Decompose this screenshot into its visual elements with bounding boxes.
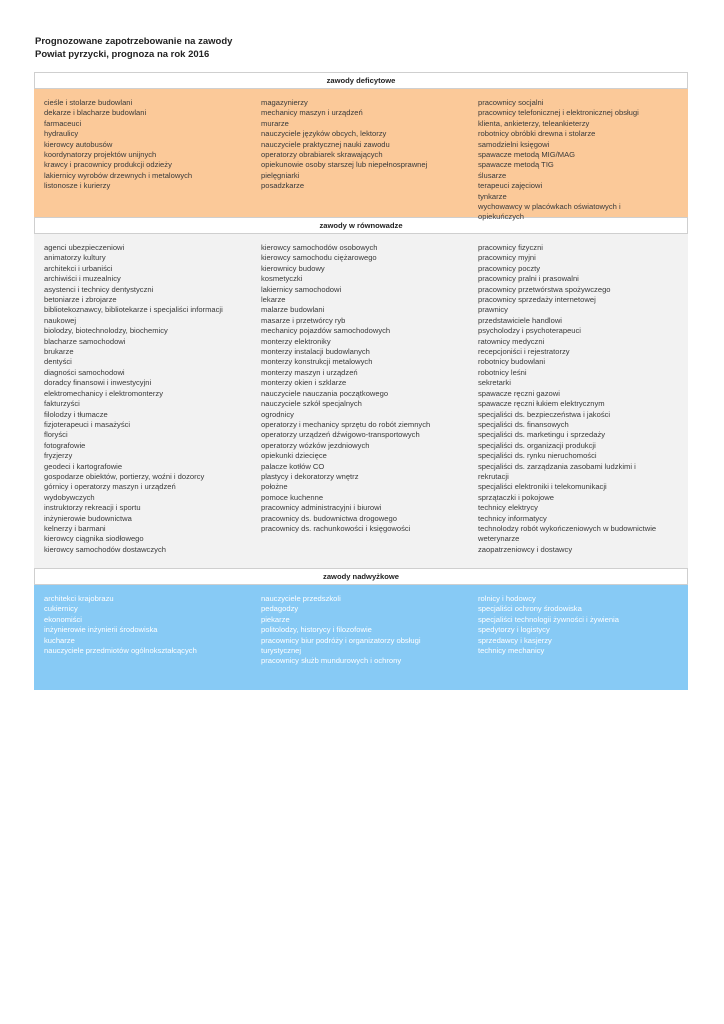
page-title: Prognozowane zapotrzebowanie na zawody bbox=[35, 36, 233, 47]
occupation-item: plastycy i dekoratorzy wnętrz bbox=[261, 471, 359, 481]
occupation-item: pracownicy ds. rachunkowości i księgowości bbox=[261, 523, 411, 533]
column bbox=[261, 594, 478, 682]
occupation-item: cukiernicy bbox=[44, 604, 78, 614]
occupation-item: kucharze bbox=[44, 635, 75, 645]
occupation-item: kierowcy ciągnika siodłowego bbox=[44, 534, 144, 544]
occupation-item: sprzedawcy i kasjerzy bbox=[478, 635, 552, 645]
occupation-item: pracownicy sprzedaży internetowej bbox=[478, 295, 596, 305]
occupation-item: agenci ubezpieczeniowi bbox=[44, 243, 125, 252]
occupation-item: przedstawiciele handlowi bbox=[478, 315, 562, 325]
occupation-item: terapeuci zajęciowi bbox=[478, 181, 543, 191]
occupation-item: inżynierowie inżynierii środowiska bbox=[44, 625, 158, 635]
occupation-item: biolodzy, biotechnolodzy, biochemicy bbox=[44, 326, 168, 336]
occupation-item: blacharze samochodowi bbox=[44, 336, 126, 346]
occupation-item: weterynarze bbox=[478, 534, 520, 544]
occupation-item: pracownicy telefonicznej i elektronicznej obsługi bbox=[478, 108, 639, 118]
occupation-item: sprzątaczki i pokojowe bbox=[478, 492, 554, 502]
occupation-item: kierowcy autobusów bbox=[44, 139, 113, 149]
occupation-item: samodzielni księgowi bbox=[478, 139, 550, 149]
occupation-item: robotnicy obróbki drewna i stolarze bbox=[478, 129, 596, 139]
occupation-item: monterzy okien i szklarze bbox=[261, 378, 347, 388]
occupation-item: lakiernicy wyrobów drzewnych i metalowych bbox=[44, 170, 193, 180]
occupation-item: ratownicy medyczni bbox=[478, 336, 545, 346]
page-subtitle: Powiat pyrzycki, prognoza na rok 2016 bbox=[35, 49, 210, 60]
occupation-item: koordynatorzy projektów unijnych bbox=[44, 150, 157, 160]
column bbox=[44, 243, 261, 560]
occupation-item: specjaliści ds. finansowych bbox=[478, 419, 569, 429]
occupation-item: mechanicy maszyn i urządzeń bbox=[261, 108, 363, 118]
occupation-item: klienta, ankieterzy, teleankieterzy bbox=[478, 118, 590, 128]
section-body-surplus bbox=[34, 585, 688, 690]
occupation-item: politolodzy, historycy i filozofowie bbox=[261, 625, 372, 635]
section-heading-surplus: zawody nadwyżkowe bbox=[34, 568, 688, 585]
occupation-item: monterzy konstrukcji metalowych bbox=[261, 357, 373, 367]
occupation-item: lekarze bbox=[261, 295, 286, 305]
occupation-item: spedytorzy i logistycy bbox=[478, 625, 550, 635]
occupation-item: specjaliści ds. organizacji produkcji bbox=[478, 440, 596, 450]
section-heading-balance: zawody w równowadze bbox=[34, 217, 688, 234]
occupation-item: diagności samochodowi bbox=[44, 367, 125, 377]
occupation-item: wychowawcy w placówkach oświatowych i bbox=[478, 202, 621, 212]
occupation-item: pomoce kuchenne bbox=[261, 492, 324, 502]
occupation-item: opiekunowie osoby starszej lub niepełnosprawnej bbox=[261, 160, 428, 170]
occupation-item: archiwiści i muzealnicy bbox=[44, 274, 121, 284]
column bbox=[44, 594, 261, 682]
occupation-item: prawnicy bbox=[478, 305, 508, 315]
occupation-item: magazynierzy bbox=[261, 98, 308, 107]
occupation-item: pracownicy ds. budownictwa drogowego bbox=[261, 513, 397, 523]
occupation-item: górnicy i operatorzy maszyn i urządzeń bbox=[44, 482, 176, 492]
occupation-item: pracownicy administracyjni i biurowi bbox=[261, 503, 382, 513]
occupation-item: ogrodnicy bbox=[261, 409, 294, 419]
occupation-item: palacze kotłów CO bbox=[261, 461, 325, 471]
occupation-item: pielęgniarki bbox=[261, 170, 300, 180]
occupation-item: masarze i przetwórcy ryb bbox=[261, 315, 346, 325]
occupation-item: opiekuńczych bbox=[478, 212, 525, 222]
occupation-item: piekarze bbox=[261, 614, 290, 624]
occupation-item: cieśle i stolarze budowlani bbox=[44, 98, 133, 107]
column bbox=[44, 98, 261, 209]
occupation-item: brukarze bbox=[44, 347, 74, 357]
occupation-item: nauczyciele przedszkoli bbox=[261, 594, 341, 603]
occupation-item: nauczyciele języków obcych, lektorzy bbox=[261, 129, 387, 139]
occupation-item: bibliotekoznawcy, bibliotekarze i specjaliści informacji bbox=[44, 305, 223, 315]
occupation-item: technicy mechanicy bbox=[478, 646, 545, 656]
column bbox=[478, 594, 678, 682]
document-header bbox=[35, 35, 232, 61]
occupation-item: kierowcy samochodów dostawczych bbox=[44, 544, 166, 554]
occupation-item: rolnicy i hodowcy bbox=[478, 594, 536, 603]
occupation-item: naukowej bbox=[44, 315, 77, 325]
occupation-item: pracownicy poczty bbox=[478, 263, 541, 273]
occupation-item: pracownicy fizyczni bbox=[478, 243, 543, 252]
occupation-item: wydobywczych bbox=[44, 492, 95, 502]
occupation-item: psycholodzy i psychoterapeuci bbox=[478, 326, 581, 336]
section-heading-deficit: zawody deficytowe bbox=[34, 72, 688, 89]
occupation-item: fotografowie bbox=[44, 440, 86, 450]
occupation-item: zaopatrzeniowcy i dostawcy bbox=[478, 544, 573, 554]
occupation-item: geodeci i kartografowie bbox=[44, 461, 123, 471]
occupation-item: technicy informatycy bbox=[478, 513, 547, 523]
occupation-item: architekci i urbaniści bbox=[44, 263, 113, 273]
occupation-item: pracownicy przetwórstwa spożywczego bbox=[478, 284, 611, 294]
occupation-item: dekarze i blacharze budowlani bbox=[44, 108, 147, 118]
occupation-item: położne bbox=[261, 482, 288, 492]
occupation-item: monterzy instalacji budowlanych bbox=[261, 347, 370, 357]
occupation-item: floryści bbox=[44, 430, 68, 440]
occupation-item: hydraulicy bbox=[44, 129, 79, 139]
occupation-item: nauczyciele przedmiotów ogólnokształcących bbox=[44, 646, 197, 656]
occupation-item: turystycznej bbox=[261, 646, 302, 656]
occupation-item: farmaceuci bbox=[44, 118, 82, 128]
occupation-item: pracownicy pralni i prasowalni bbox=[478, 274, 579, 284]
occupation-item: specjaliści ochrony środowiska bbox=[478, 604, 582, 614]
occupation-item: fryzjerzy bbox=[44, 451, 73, 461]
section-body-balance bbox=[34, 234, 688, 568]
occupation-item: kierownicy budowy bbox=[261, 263, 325, 273]
occupation-item: doradcy finansowi i inwestycyjni bbox=[44, 378, 152, 388]
occupation-item: gospodarze obiektów, portierzy, woźni i dozorcy bbox=[44, 471, 205, 481]
occupation-item: krawcy i pracownicy produkcji odzieży bbox=[44, 160, 172, 170]
occupation-item: spawacze ręczni łukiem elektrycznym bbox=[478, 399, 605, 409]
occupation-item: nauczyciele praktycznej nauki zawodu bbox=[261, 139, 390, 149]
occupation-item: ekonomiści bbox=[44, 614, 82, 624]
occupation-item: spawacze metodą MIG/MAG bbox=[478, 150, 576, 160]
occupation-item: kierowcy samochodów osobowych bbox=[261, 243, 378, 252]
occupation-item: recepcjoniści i rejestratorzy bbox=[478, 347, 570, 357]
occupation-item: murarze bbox=[261, 118, 289, 128]
occupation-item: mechanicy pojazdów samochodowych bbox=[261, 326, 391, 336]
occupation-item: ślusarze bbox=[478, 170, 507, 180]
occupation-item: specjaliści technologii żywności i żywienia bbox=[478, 614, 619, 624]
occupation-item: pracownicy socjalni bbox=[478, 98, 544, 107]
occupation-item: architekci krajobrazu bbox=[44, 594, 114, 603]
occupation-item: pedagodzy bbox=[261, 604, 299, 614]
occupation-item: pracownicy biur podróży i organizatorzy obsługi bbox=[261, 635, 421, 645]
occupation-item: kelnerzy i barmani bbox=[44, 523, 106, 533]
occupation-item: lakiernicy samochodowi bbox=[261, 284, 342, 294]
occupation-item: nauczyciele szkół specjalnych bbox=[261, 399, 362, 409]
occupation-item: animatorzy kultury bbox=[44, 253, 106, 263]
occupation-item: robotnicy budowlani bbox=[478, 357, 546, 367]
occupation-item: inżynierowie budownictwa bbox=[44, 513, 132, 523]
occupation-item: technicy elektrycy bbox=[478, 503, 538, 513]
column bbox=[261, 243, 478, 560]
occupation-item: rekrutacji bbox=[478, 471, 509, 481]
occupation-item: spawacze ręczni gazowi bbox=[478, 388, 560, 398]
section-body-deficit bbox=[34, 89, 688, 222]
occupation-item: malarze budowlani bbox=[261, 305, 325, 315]
column bbox=[261, 98, 478, 209]
occupation-item: sekretarki bbox=[478, 378, 511, 388]
occupation-item: monterzy maszyn i urządzeń bbox=[261, 367, 358, 377]
occupation-item: operatorzy urządzeń dźwigowo-transportowych bbox=[261, 430, 420, 440]
occupation-item: asystenci i technicy dentystyczni bbox=[44, 284, 154, 294]
occupation-item: filolodzy i tłumacze bbox=[44, 409, 108, 419]
occupation-item: specjaliści ds. rynku nieruchomości bbox=[478, 451, 597, 461]
occupation-item: fakturzyści bbox=[44, 399, 80, 409]
occupation-item: specjaliści ds. bezpieczeństwa i jakości bbox=[478, 409, 611, 419]
occupation-item: technolodzy robót wykończeniowych w budownictwie bbox=[478, 523, 657, 533]
occupation-item: kierowcy samochodu ciężarowego bbox=[261, 253, 377, 263]
occupation-item: operatorzy wózków jezdniowych bbox=[261, 440, 370, 450]
occupation-item: tynkarze bbox=[478, 191, 507, 201]
occupation-item: nauczyciele nauczania początkowego bbox=[261, 388, 389, 398]
occupation-item: opiekunki dziecięce bbox=[261, 451, 327, 461]
occupation-item: specjaliści elektroniki i telekomunikacji bbox=[478, 482, 607, 492]
occupation-item: listonosze i kurierzy bbox=[44, 181, 111, 191]
occupation-item: elektromechanicy i elektromonterzy bbox=[44, 388, 164, 398]
occupation-item: betoniarze i zbrojarze bbox=[44, 295, 117, 305]
column bbox=[478, 243, 678, 560]
occupation-item: posadzkarze bbox=[261, 181, 305, 191]
occupation-item: pracownicy myjni bbox=[478, 253, 536, 263]
occupation-item: spawacze metodą TIG bbox=[478, 160, 554, 170]
occupation-item: dentyści bbox=[44, 357, 72, 367]
occupation-item: monterzy elektroniky bbox=[261, 336, 331, 346]
occupation-item: operatorzy obrabiarek skrawających bbox=[261, 150, 383, 160]
occupation-item: instruktorzy rekreacji i sportu bbox=[44, 503, 141, 513]
occupation-item: specjaliści ds. zarządzania zasobami ludzkimi i bbox=[478, 461, 636, 471]
occupation-item: pracownicy służb mundurowych i ochrony bbox=[261, 656, 402, 666]
column bbox=[478, 98, 678, 222]
occupation-item: operatorzy i mechanicy sprzętu do robót ziemnych bbox=[261, 419, 431, 429]
occupations-table bbox=[34, 72, 688, 690]
occupation-item: kosmetyczki bbox=[261, 274, 303, 284]
occupation-item: robotnicy leśni bbox=[478, 367, 527, 377]
occupation-item: fizjoterapeuci i masażyści bbox=[44, 419, 131, 429]
occupation-item: specjaliści ds. marketingu i sprzedaży bbox=[478, 430, 606, 440]
